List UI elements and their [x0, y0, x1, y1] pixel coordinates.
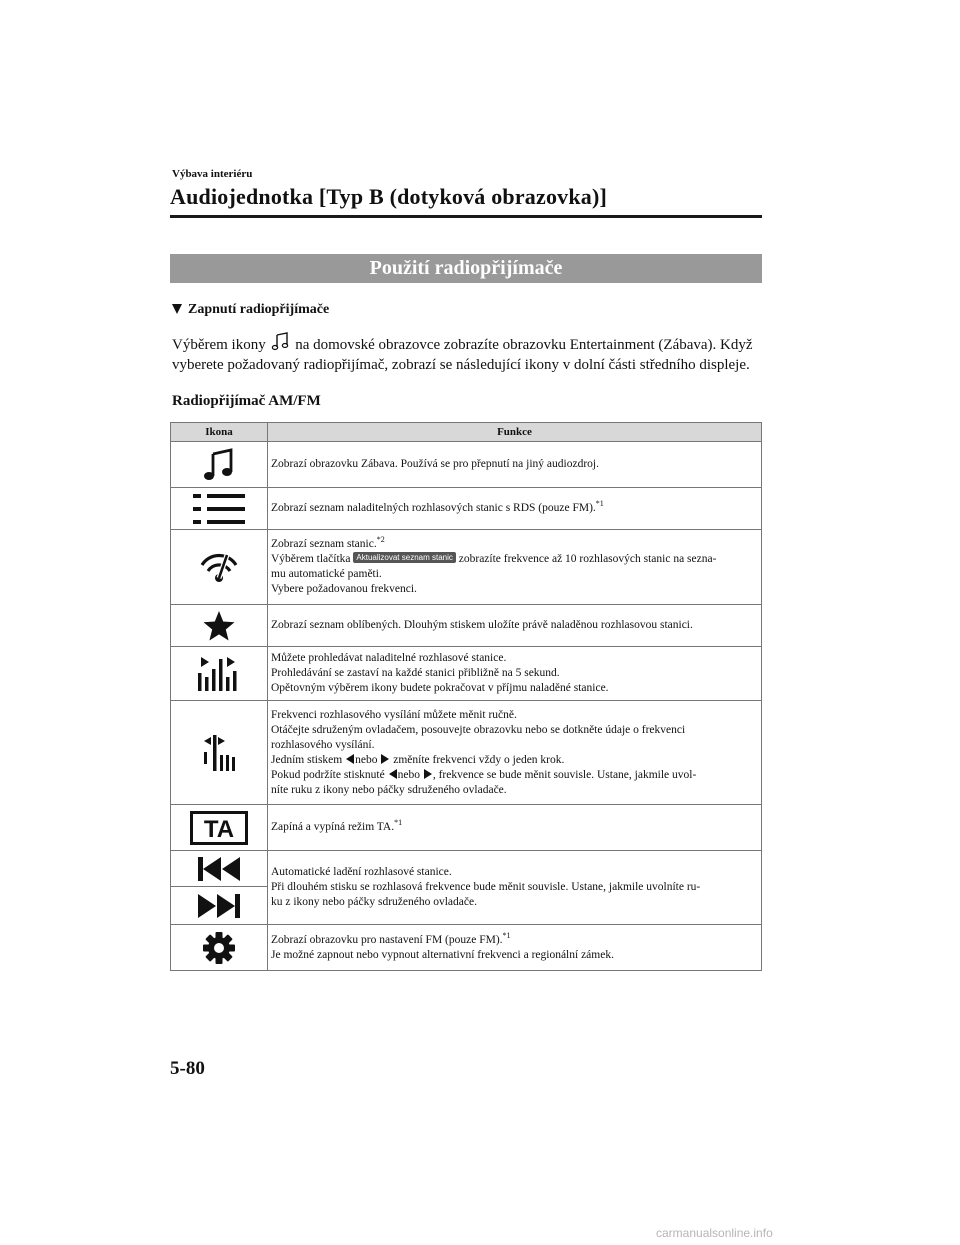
icon-cell: [171, 442, 268, 488]
function-text: Automatické ladění rozhlasové stanice.: [271, 866, 452, 878]
function-text: ku z ikony nebo páčky sdruženého ovladače.: [271, 896, 477, 908]
function-text: Opětovným výběrem ikony budete pokračovat v příjmu naladěné stanice.: [271, 682, 609, 694]
page-number: 5-80: [170, 1058, 205, 1079]
function-cell: [268, 488, 762, 530]
function-text: nebo: [397, 768, 420, 781]
icon-table: [170, 422, 762, 971]
function-text: Otáčejte sdruženým ovladačem, posouvejte obrazovku nebo se dotkněte údaje o frekvenci: [271, 723, 686, 736]
function-text: Vybere požadovanou frekvenci.: [271, 583, 417, 595]
watermark: carmanualsonline.info: [656, 1226, 773, 1240]
triangle-marker-icon: [172, 304, 182, 314]
header-function: Funkce: [268, 423, 762, 442]
table-row: [171, 442, 762, 488]
function-text: Je možné zapnout nebo vypnout alternativní frekvenci a regionální zámek.: [271, 948, 614, 961]
function-cell: [268, 647, 762, 701]
tune-down-icon: [346, 754, 354, 764]
table-row: [171, 701, 762, 805]
section-label: Výbava interiéru: [172, 168, 253, 180]
sub-heading-text: Zapnutí radiopřijímače: [188, 302, 330, 317]
tune-up-icon: [424, 769, 432, 779]
seek-back-icon: [197, 855, 241, 883]
function-text: Jedním stiskem: [271, 753, 343, 766]
function-text: zobrazíte frekvence až 10 rozhlasových stanic na sezna-: [458, 553, 717, 565]
icon-cell: [171, 851, 268, 887]
function-text: Frekvenci rozhlasového vysílání můžete měnit ručně.: [271, 708, 517, 721]
music-note-icon: [270, 332, 290, 352]
function-text: Zobrazí obrazovku Zábava. Používá se pro přepnutí na jiný audiozdroj.: [271, 458, 599, 470]
table-row: [171, 488, 762, 530]
icon-cell: [171, 805, 268, 851]
function-cell: [268, 925, 762, 971]
function-text: Zobrazí seznam naladitelných rozhlasových stanic s RDS (pouze FM).: [271, 502, 596, 514]
table-row: [171, 605, 762, 647]
footnote-mark: *1: [502, 930, 511, 940]
intro-text-1: Výběrem ikony: [172, 337, 266, 353]
scan-icon: [197, 655, 241, 693]
table-row: [171, 851, 762, 887]
icon-cell: [171, 701, 268, 805]
function-text: změníte frekvenci vždy o jeden krok.: [393, 753, 565, 766]
icon-cell: [171, 530, 268, 605]
tune-up-icon: [381, 754, 389, 764]
header-icon: Ikona: [171, 423, 268, 442]
table-row: [171, 805, 762, 851]
function-text: Zobrazí seznam stanic.: [271, 538, 377, 550]
icon-cell: [171, 647, 268, 701]
function-text: Zapíná a vypíná režim TA.: [271, 821, 395, 833]
table-row: [171, 925, 762, 971]
icon-cell: [171, 925, 268, 971]
intro-text-2: na domovské obrazovce zobrazíte obrazovku Entertainment (Zábava). Když vyberete požadovaný radiopřijímač, zobrazí se následující ikony v dolní části středního displeje.: [172, 337, 753, 373]
chapter-title: Audiojednotka [Typ B (dotyková obrazovka)]: [170, 184, 608, 209]
table-row: [171, 647, 762, 701]
footnote-mark: *1: [595, 499, 604, 508]
function-text: Při dlouhém stisku se rozhlasová frekvence bude měnit souvisle. Ustane, jakmile uvolníte ru-: [271, 881, 701, 893]
chapter-rule: [170, 215, 762, 218]
table-header-row: [171, 423, 762, 442]
icon-cell: [171, 605, 268, 647]
function-text: , frekvence se bude měnit souvisle. Ustane, jakmile uvol-: [432, 768, 697, 781]
gear-icon: [202, 931, 236, 965]
tune-down-icon: [389, 769, 397, 779]
table-row: [171, 530, 762, 605]
footnote-mark: *1: [394, 818, 403, 827]
function-text: Zobrazí seznam oblíbených. Dlouhým stiskem uložíte právě naladěnou rozhlasovou stanici.: [271, 619, 693, 631]
intro-paragraph: [172, 332, 762, 375]
function-cell: [268, 701, 762, 805]
band-heading: Radiopřijímač AM/FM: [172, 393, 321, 409]
seek-forward-icon: [197, 892, 241, 920]
function-text: Můžete prohledávat naladitelné rozhlasové stanice.: [271, 652, 507, 664]
function-cell: [268, 530, 762, 605]
ta-icon-label: TA: [203, 815, 235, 843]
music-note-icon: [202, 448, 236, 482]
function-text: mu automatické paměti.: [271, 568, 382, 580]
function-text: níte ruku z ikony nebo páčky sdruženého ovladače.: [271, 783, 507, 796]
function-text: Prohledávání se zastaví na každé stanici přibližně na 5 sekund.: [271, 667, 560, 679]
icon-cell: [171, 488, 268, 530]
function-text: Výběrem tlačítka: [271, 553, 351, 565]
function-cell: [268, 605, 762, 647]
icon-cell: [171, 887, 268, 925]
star-icon: [202, 610, 236, 642]
footnote-mark: *2: [376, 535, 385, 544]
function-text: nebo: [355, 753, 378, 766]
sub-heading: [172, 302, 329, 318]
function-text: Zobrazí obrazovku pro nastavení FM (pouze FM).: [271, 933, 503, 946]
function-cell: [268, 851, 762, 925]
update-station-list-button[interactable]: Aktualizovat seznam stanic: [353, 552, 456, 563]
station-list-icon: [199, 549, 239, 585]
function-text: Pokud podržíte stisknuté: [271, 768, 385, 781]
ta-icon: [190, 811, 248, 845]
manual-tune-icon: [203, 735, 235, 771]
list-icon: [191, 492, 247, 526]
section-banner: Použití radiopřijímače: [170, 254, 762, 283]
function-text: rozhlasového vysílání.: [271, 738, 375, 751]
function-cell: [268, 442, 762, 488]
function-cell: [268, 805, 762, 851]
